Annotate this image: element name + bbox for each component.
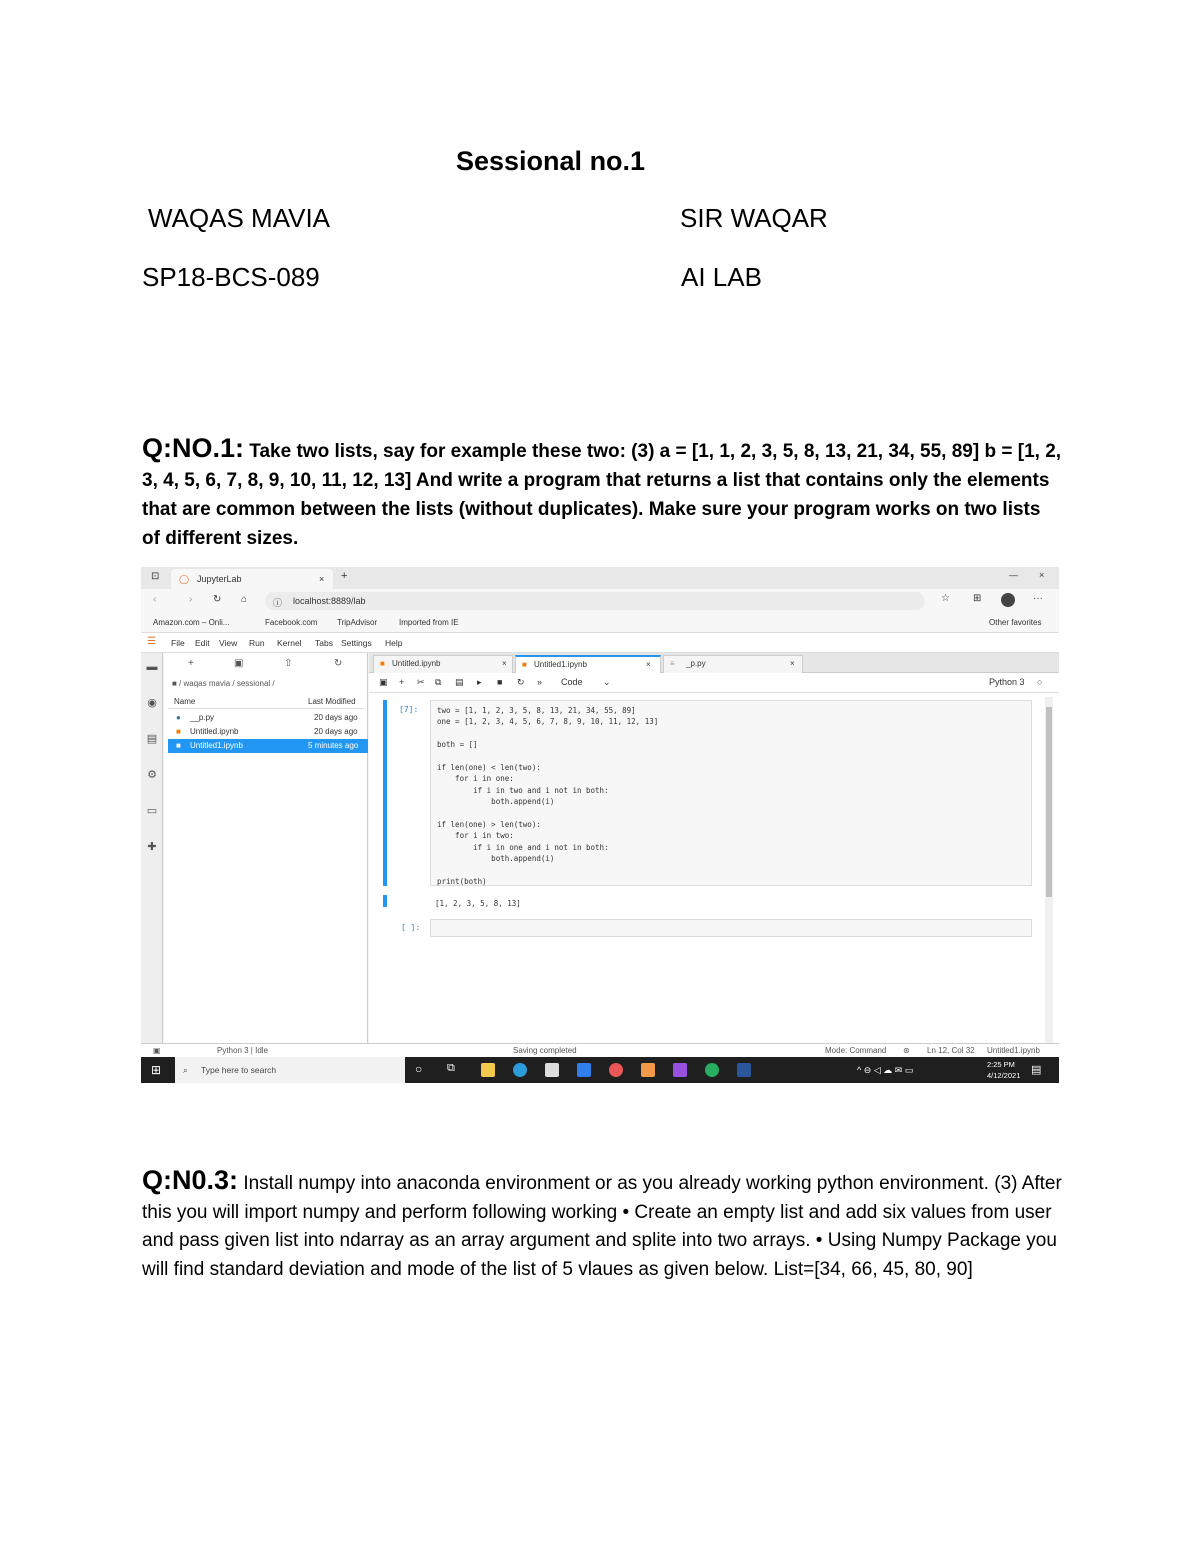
cell-type-select[interactable]: Code: [561, 677, 583, 687]
code-text[interactable]: [437, 705, 658, 888]
python-file-icon: ●: [176, 713, 181, 722]
code-line: both = []: [437, 740, 478, 750]
window-close-icon[interactable]: ×: [1039, 570, 1045, 580]
file-explorer-icon[interactable]: [481, 1063, 495, 1077]
chrome-icon[interactable]: [609, 1063, 623, 1077]
empty-prompt: [ ]:: [401, 923, 421, 932]
fav-imported[interactable]: Imported from IE: [399, 618, 459, 627]
doc-tab-label: _p.py: [686, 659, 706, 668]
question-3-label: Q:N0.3:: [142, 1165, 239, 1195]
minimize-icon[interactable]: —: [1009, 570, 1018, 580]
student-name: WAQAS MAVIA: [148, 203, 331, 233]
cut-icon[interactable]: ✂: [417, 677, 425, 687]
question-3: [142, 1166, 1062, 1284]
file-row[interactable]: [168, 725, 368, 739]
notification-icon[interactable]: ⊛: [903, 1046, 910, 1055]
code-line: for i in two:: [437, 831, 514, 841]
question-3-text: Install numpy into anaconda environment or as you already working python environment. (3) After this you will import numpy and perform following working • Create an empty list and add six values from user and pass given list into ndarray as an array argument and splite into two arrays. • Using Numpy Package you will find standard deviation and mode of the list of 5 vlaues as given below. List=[34, 66, 45, 80, 90]: [142, 1173, 1062, 1280]
document-tabs: [369, 653, 1059, 673]
question-1-text: Take two lists, say for example these two: (3) a = [1, 1, 2, 3, 5, 8, 13, 21, 34, 55, 89] b = [1, 2, 3, 4, 5, 6, 7, 8, 9, 10, 11, 12, 13] And write a program that returns a list that contains only the elements that are common between the lists (without duplicates). Make sure your program works on two lists of different sizes.: [142, 441, 1062, 549]
teacher-name: SIR WAQAR: [680, 203, 828, 233]
tab-actions-icon[interactable]: ⊡: [151, 571, 160, 582]
jupyter-icon: ◯: [179, 574, 190, 584]
menu-file[interactable]: File: [171, 638, 185, 648]
notebook-toolbar: [369, 673, 1059, 693]
file-modified: 20 days ago: [314, 713, 358, 722]
tray-icons[interactable]: ^ ⊖ ◁ ☁ ✉ ▭: [857, 1065, 914, 1075]
menu-tabs[interactable]: Tabs: [315, 638, 333, 648]
home-icon[interactable]: ⌂: [241, 594, 248, 605]
code-line: [437, 865, 658, 876]
doc-tab-label: Untitled1.ipynb: [534, 660, 587, 669]
mail-icon[interactable]: [577, 1063, 591, 1077]
code-line: if i in one and i not in both:: [437, 842, 609, 852]
forward-icon[interactable]: ›: [189, 594, 193, 605]
profile-avatar[interactable]: [1001, 593, 1015, 607]
edge-icon[interactable]: [513, 1063, 527, 1077]
favorite-star-icon[interactable]: ☆: [941, 593, 950, 604]
copy-icon[interactable]: ⧉: [435, 677, 442, 687]
browser-tab[interactable]: [171, 569, 333, 589]
search-icon: ⌕: [183, 1065, 188, 1075]
text-file-icon: ≡: [670, 659, 675, 668]
code-line: [437, 728, 658, 739]
course-name: AI LAB: [681, 262, 762, 292]
extension-icon[interactable]: ✚: [147, 841, 157, 853]
fav-amazon[interactable]: Amazon.com – Onli...: [153, 618, 230, 627]
taskbar-search[interactable]: [175, 1057, 405, 1083]
url-field[interactable]: [265, 592, 925, 610]
clock-time[interactable]: 2:25 PM: [987, 1060, 1015, 1069]
file-modified: 20 days ago: [314, 727, 358, 736]
jupyter-screenshot: [141, 567, 1059, 1083]
fast-forward-icon[interactable]: »: [537, 677, 543, 687]
question-1-label: Q:NO.1:: [142, 433, 245, 463]
save-status: Saving completed: [513, 1046, 577, 1055]
insert-cell-icon[interactable]: +: [399, 677, 405, 687]
name-column-header[interactable]: Name: [174, 697, 196, 706]
notebook-area: [369, 653, 1059, 1043]
refresh-icon[interactable]: ↻: [334, 658, 343, 669]
menu-run[interactable]: Run: [249, 638, 265, 648]
info-icon: ⓘ: [273, 598, 283, 608]
file-list-header: [168, 695, 364, 709]
menu-help[interactable]: Help: [385, 638, 403, 648]
registration-number: SP18-BCS-089: [142, 262, 320, 292]
close-icon[interactable]: ×: [502, 659, 507, 668]
document-title: Sessional no.1: [456, 146, 646, 176]
notebook-file-icon: ■: [176, 741, 181, 750]
collections-icon[interactable]: ⊞: [973, 593, 982, 604]
fav-tripadvisor[interactable]: TripAdvisor: [337, 618, 378, 627]
code-line: both.append(i): [437, 797, 555, 807]
file-name: Untitled.ipynb: [190, 727, 239, 736]
kernel-name[interactable]: Python 3: [989, 677, 1025, 687]
file-row[interactable]: [168, 711, 368, 725]
file-browser: [164, 653, 368, 1043]
cursor-position[interactable]: Ln 12, Col 32: [927, 1046, 975, 1055]
empty-code-cell[interactable]: [430, 919, 1032, 937]
output-marker: [383, 895, 387, 907]
windows-start-icon[interactable]: ⊞: [151, 1063, 162, 1077]
code-line: two = [1, 1, 2, 3, 5, 8, 13, 21, 34, 55, 89]: [437, 706, 636, 715]
code-line: both.append(i): [437, 854, 555, 864]
activity-bar: [141, 653, 163, 1043]
menu-settings[interactable]: Settings: [341, 638, 372, 648]
file-modified: 5 minutes ago: [308, 741, 359, 750]
code-line: for i in one:: [437, 774, 514, 784]
status-file-name: Untitled1.ipynb: [987, 1046, 1040, 1055]
doc-tab[interactable]: [373, 655, 513, 673]
store-icon[interactable]: [545, 1063, 559, 1077]
notifications-icon[interactable]: ▤: [1031, 1064, 1042, 1076]
doc-tab[interactable]: [663, 655, 803, 673]
notebook-file-icon: ■: [380, 659, 385, 668]
notebook-file-icon: ■: [176, 727, 181, 736]
code-line: if len(one) > len(two):: [437, 820, 541, 830]
running-icon[interactable]: ◉: [147, 697, 157, 709]
close-icon[interactable]: ×: [319, 574, 325, 584]
restart-icon[interactable]: ↻: [517, 677, 525, 687]
doc-tab-active[interactable]: [515, 655, 661, 673]
file-name: __p.py: [190, 713, 215, 722]
input-prompt: [7]:: [399, 705, 419, 714]
fav-other[interactable]: Other favorites: [989, 618, 1042, 627]
save-icon[interactable]: ▣: [379, 677, 388, 687]
stop-icon[interactable]: ■: [497, 677, 503, 687]
jupyter-menu-bar: [141, 633, 1059, 653]
menu-kernel[interactable]: Kernel: [277, 638, 302, 648]
code-line: [437, 808, 658, 819]
close-icon[interactable]: ×: [790, 659, 795, 668]
new-launcher-icon[interactable]: +: [188, 658, 194, 669]
menu-edit[interactable]: Edit: [195, 638, 210, 648]
favorites-bar: [141, 613, 1059, 633]
status-bar: [141, 1043, 1059, 1057]
anaconda-icon[interactable]: [705, 1063, 719, 1077]
windows-taskbar: [141, 1057, 1059, 1083]
commands-icon[interactable]: ▤: [146, 733, 158, 745]
taskbar-search-placeholder: Type here to search: [201, 1065, 277, 1075]
code-line: one = [1, 2, 3, 4, 5, 6, 7, 8, 9, 10, 11, 12, 13]: [437, 717, 659, 727]
chevron-down-icon[interactable]: ⌄: [603, 677, 611, 687]
tabs-icon[interactable]: ▭: [146, 805, 158, 817]
code-line: if len(one) < len(two):: [437, 763, 541, 773]
cell-output: [1, 2, 3, 5, 8, 13]: [435, 899, 521, 908]
browser-tab-label: JupyterLab: [197, 574, 242, 584]
reload-icon[interactable]: ↻: [213, 594, 222, 605]
mode-status: Mode: Command: [825, 1046, 887, 1055]
modified-column-header[interactable]: Last Modified: [308, 697, 356, 706]
scrollbar[interactable]: [1045, 697, 1053, 1043]
code-cell[interactable]: [430, 700, 1032, 886]
new-folder-icon[interactable]: ▣: [234, 658, 244, 669]
close-icon[interactable]: ×: [646, 660, 651, 669]
file-name: Untitled1.ipynb: [190, 741, 243, 750]
more-icon[interactable]: ···: [1033, 593, 1043, 604]
kernel-indicator-icon: ▣: [153, 1046, 161, 1055]
paste-icon[interactable]: ▤: [455, 677, 464, 687]
run-icon[interactable]: ▸: [477, 677, 482, 687]
fav-facebook[interactable]: Facebook.com: [265, 618, 318, 627]
notebook-file-icon: ■: [522, 660, 527, 669]
code-line: if i in two and i not in both:: [437, 785, 609, 795]
folder-icon[interactable]: ▬: [146, 661, 158, 673]
kernel-status-icon: ○: [1037, 677, 1043, 687]
word-icon[interactable]: [737, 1063, 751, 1077]
file-row-selected[interactable]: [168, 739, 368, 753]
visual-studio-icon[interactable]: [673, 1063, 687, 1077]
jupyter-logo-icon: ☰: [147, 636, 156, 647]
property-inspector-icon[interactable]: ⚙: [147, 769, 157, 781]
question-1: [142, 434, 1062, 553]
code-line: print(both): [437, 877, 487, 887]
upload-icon[interactable]: ⇧: [284, 658, 293, 669]
active-cell-marker: [383, 700, 387, 886]
back-icon[interactable]: ‹: [153, 594, 157, 605]
new-tab-icon[interactable]: +: [341, 570, 348, 582]
menu-view[interactable]: View: [219, 638, 238, 648]
url-text: localhost:8889/lab: [293, 596, 366, 606]
clock-date[interactable]: 4/12/2021: [987, 1071, 1021, 1080]
task-view-icon[interactable]: ⧉: [447, 1062, 455, 1074]
breadcrumb[interactable]: ■ / waqas mavia / sessional /: [172, 679, 275, 688]
scrollbar-thumb[interactable]: [1046, 707, 1052, 897]
doc-tab-label: Untitled.ipynb: [392, 659, 441, 668]
kernel-status[interactable]: Python 3 | Idle: [217, 1046, 268, 1055]
cortana-icon[interactable]: ○: [415, 1062, 423, 1076]
browser-tab-bar: [141, 567, 1059, 589]
code-line: [437, 751, 658, 762]
python-icon[interactable]: [641, 1063, 655, 1077]
address-bar: [141, 589, 1059, 613]
